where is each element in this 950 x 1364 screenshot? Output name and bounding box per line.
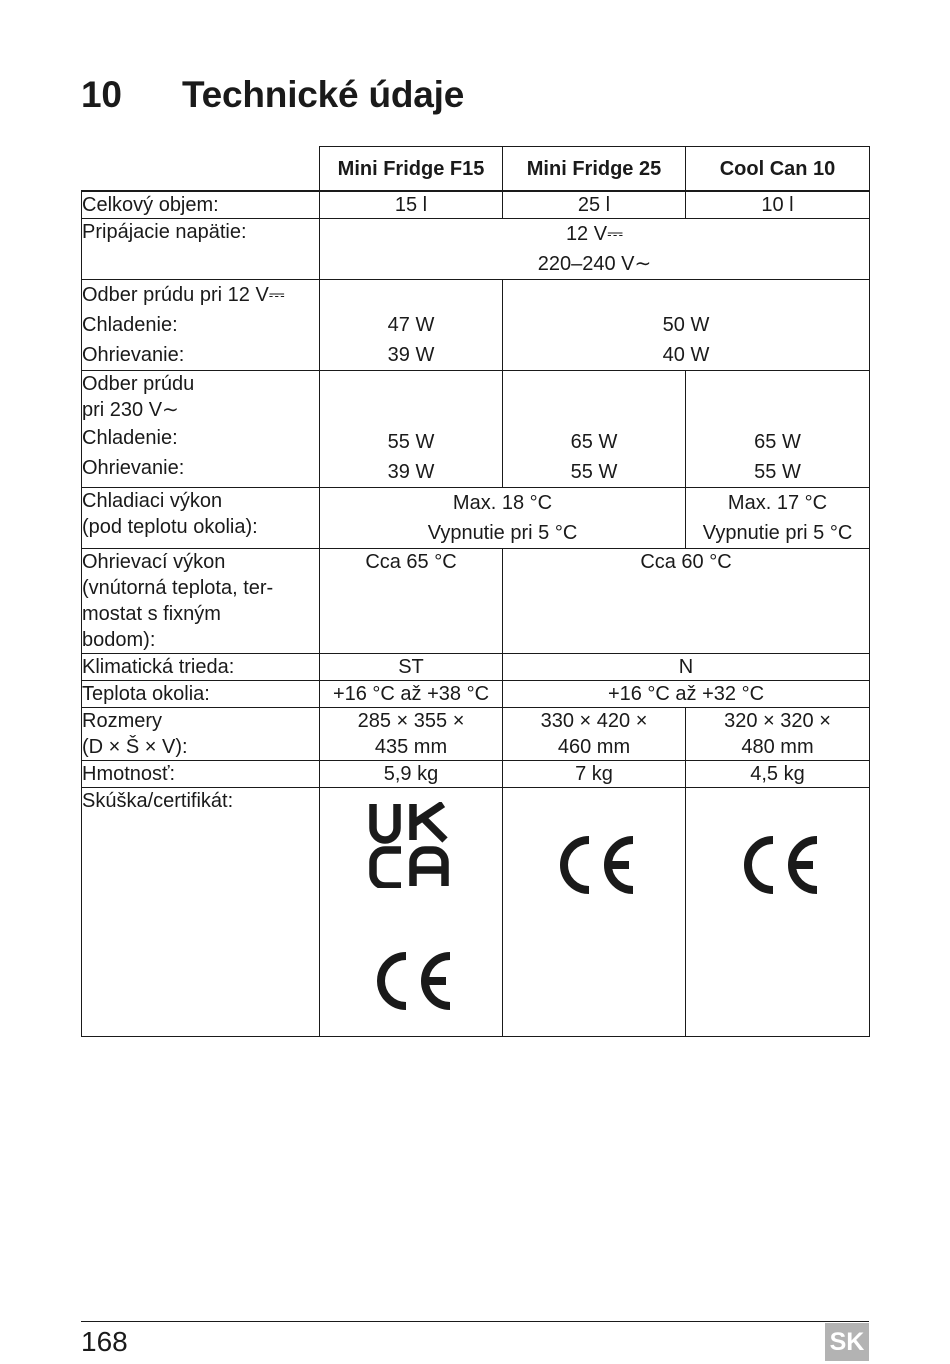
heating-others: Cca 60 °C [503, 549, 870, 654]
power-230v-mf25 [503, 371, 686, 488]
ambient-others: +16 °C až +32 °C [503, 681, 870, 708]
ce-mark-icon [551, 834, 637, 896]
cooling-fridges-cutoff: Vypnutie pri 5 °C [427, 522, 578, 544]
row-label-heating [82, 549, 320, 654]
label-line: mostat s fixným [82, 603, 221, 625]
power-12v-others-heating: 40 W [662, 344, 710, 366]
dimensions-f15-line2: 435 mm [374, 736, 448, 758]
page-number: 168 [81, 1326, 128, 1357]
ce-mark-icon [735, 834, 821, 896]
table-row-dimensions [82, 708, 870, 761]
label-line: Ohrievací výkon [82, 551, 226, 573]
row-label-cooling [82, 488, 320, 549]
dimensions-mf25-line2: 460 mm [557, 736, 631, 758]
power-12v-others-cooling: 50 W [662, 314, 710, 336]
ce-mark-icon [368, 950, 454, 1012]
row-label-climate: Klimatická trieda: [82, 654, 320, 681]
dimensions-mf25 [503, 708, 686, 761]
table-row-weight [82, 761, 870, 788]
power-230v-cc10-heating: 55 W [754, 461, 801, 483]
volume-cc10: 10 l [686, 191, 870, 219]
table-row-climate [82, 654, 870, 681]
label-line: Chladenie: [82, 314, 178, 336]
table-row-volume [82, 191, 870, 219]
label-line: Ohrievanie: [82, 344, 185, 366]
power-230v-cc10 [686, 371, 870, 488]
power-230v-f15-heating: 39 W [387, 461, 435, 483]
voltage-values [320, 219, 870, 280]
label-line: pri 230 V∼ [82, 399, 179, 421]
label-line: Odber prúdu [82, 373, 195, 395]
power-230v-f15 [320, 371, 503, 488]
label-line: Chladenie: [82, 427, 178, 449]
section-title: Technické údaje [182, 74, 465, 115]
ambient-f15: +16 °C až +38 °C [320, 681, 503, 708]
specifications-table [81, 146, 870, 1037]
section-heading [81, 74, 464, 116]
label-line: (D × Š × V): [82, 736, 188, 758]
column-header-cool-can-10: Cool Can 10 [686, 147, 870, 192]
dimensions-cc10-line2: 480 mm [741, 736, 814, 758]
column-header-mini-fridge-25: Mini Fridge 25 [503, 147, 686, 192]
climate-others: N [503, 654, 870, 681]
power-12v-f15 [320, 280, 503, 371]
weight-mf25: 7 kg [503, 761, 686, 788]
certificate-cc10 [686, 788, 870, 1037]
power-230v-mf25-cooling: 65 W [570, 431, 618, 453]
row-label-weight: Hmotnosť: [82, 761, 320, 788]
row-label-voltage: Pripájacie napätie: [82, 219, 320, 280]
label-line: (vnútorná teplota, ter- [82, 577, 274, 599]
table-row-power-12v [82, 280, 870, 371]
row-label-dimensions [82, 708, 320, 761]
table-row-certificate [82, 788, 870, 1037]
power-230v-mf25-heating: 55 W [570, 461, 618, 483]
table-row-power-230v [82, 371, 870, 488]
cooling-can-cutoff: Vypnutie pri 5 °C [702, 522, 853, 544]
power-230v-cc10-cooling: 65 W [754, 431, 801, 453]
dimensions-f15 [320, 708, 503, 761]
weight-cc10: 4,5 kg [686, 761, 870, 788]
voltage-ac: 220–240 V∼ [537, 253, 652, 275]
ukca-mark-icon [369, 802, 453, 888]
heating-f15: Cca 65 °C [320, 549, 503, 654]
cooling-fridges [320, 488, 686, 549]
dimensions-mf25-line1: 330 × 420 × [540, 710, 648, 732]
cooling-fridges-max: Max. 18 °C [452, 492, 553, 514]
table-row-cooling [82, 488, 870, 549]
footer-divider [81, 1321, 869, 1322]
weight-f15: 5,9 kg [320, 761, 503, 788]
cooling-can [686, 488, 870, 549]
column-header-mini-fridge-f15: Mini Fridge F15 [320, 147, 503, 192]
dimensions-f15-line1: 285 × 355 × [357, 710, 465, 732]
volume-mf25: 25 l [503, 191, 686, 219]
row-label-volume: Celkový objem: [82, 191, 320, 219]
label-line: (pod teplotu okolia): [82, 516, 258, 538]
row-label-ambient: Teplota okolia: [82, 681, 320, 708]
header-blank-cell [82, 147, 320, 192]
certificate-mf25 [503, 788, 686, 1037]
power-12v-f15-heating: 39 W [387, 344, 435, 366]
label-line: Rozmery [82, 710, 163, 732]
dimensions-cc10 [686, 708, 870, 761]
table-header-row [82, 147, 870, 192]
dimensions-cc10-line1: 320 × 320 × [724, 710, 831, 732]
table-row-heating [82, 549, 870, 654]
volume-f15: 15 l [320, 191, 503, 219]
row-label-power-12v [82, 280, 320, 371]
cooling-can-max: Max. 17 °C [727, 492, 828, 514]
voltage-dc: 12 V⎓ [565, 223, 624, 245]
language-badge: SK [825, 1323, 869, 1361]
certificate-f15 [320, 788, 503, 1037]
power-230v-f15-cooling: 55 W [387, 431, 435, 453]
row-label-power-230v [82, 371, 320, 488]
table-row-ambient [82, 681, 870, 708]
label-line: Ohrievanie: [82, 457, 185, 479]
label-line: Odber prúdu pri 12 V⎓ [82, 284, 285, 306]
label-line: bodom): [82, 629, 156, 651]
label-line: Chladiaci výkon [82, 490, 223, 512]
power-12v-f15-cooling: 47 W [387, 314, 435, 336]
climate-f15: ST [320, 654, 503, 681]
table-row-voltage [82, 219, 870, 280]
section-number: 10 [81, 74, 122, 115]
power-12v-others [503, 280, 870, 371]
row-label-certificate: Skúška/certifikát: [82, 788, 320, 1037]
